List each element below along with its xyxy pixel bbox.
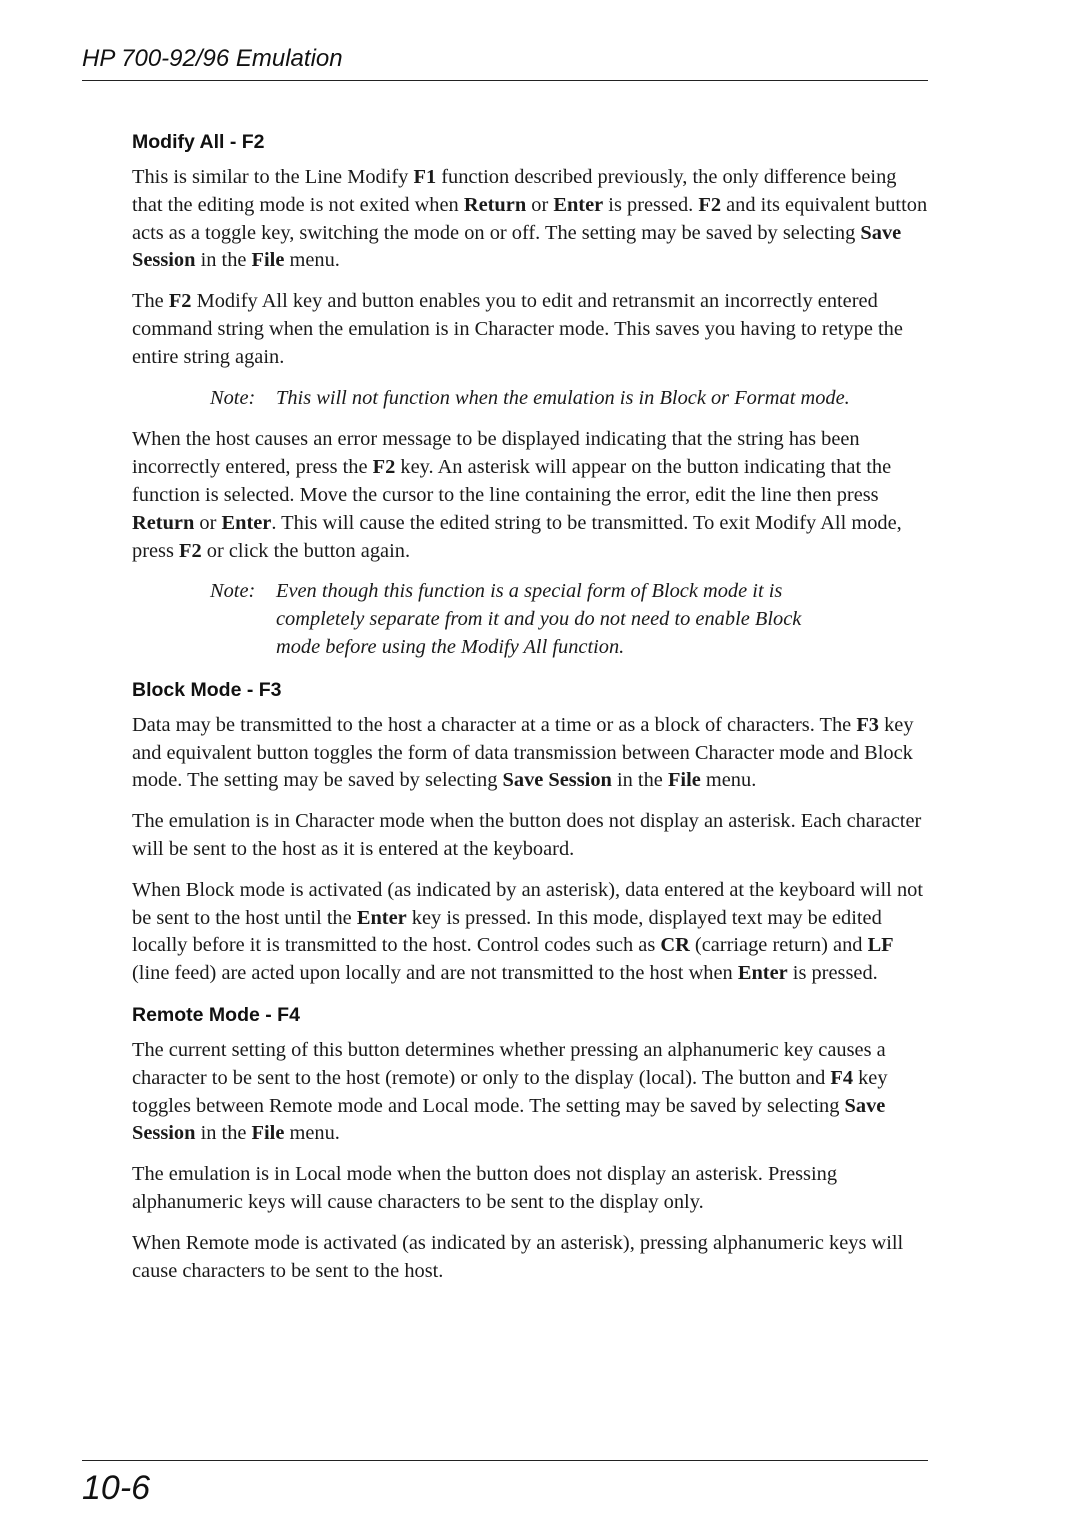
paragraph-modify-all-1: This is similar to the Line Modify F1 function described previously, the only difference being that the editing mode is not exited when Return or Enter is pressed. F2 and its equivalent button acts as a toggle key, switching the mode on or off. The setting may be saved by selecting Save Session in the File menu. — [132, 166, 928, 272]
paragraph-block-mode-3: When Block mode is activated (as indicated by an asterisk), data entered at the keyboard will not be sent to the host until the Enter key is pressed. In this mode, displayed text may be edited locally before it is transmitted to the host. Control codes such as CR (carriage return) and LF (line feed) are acted upon locally and are not transmitted to the host when Enter is pressed. — [132, 878, 923, 985]
note-text: Even though this function is a special form of Block mode it is completely separate from it and you do not need to enable Block mode before using the Modify All function. — [276, 580, 802, 658]
note-modify-all-1 — [210, 385, 850, 413]
note-label: Note: — [210, 580, 256, 603]
footer-rule — [82, 1460, 928, 1461]
paragraph-block-mode-2: The emulation is in Character mode when the button does not display an asterisk. Each character will be sent to the host as it is entered at the keyboard. — [132, 810, 922, 860]
page-number: 10-6 — [82, 1469, 151, 1507]
paragraph-remote-mode-3: When Remote mode is activated (as indicated by an asterisk), pressing alphanumeric keys will cause characters to be sent to the host. — [132, 1231, 904, 1282]
paragraph-remote-mode-1: The current setting of this button determines whether pressing an alphanumeric key causes a character to be sent to the host (remote) or only to the display (local). The button and F4 key toggles between Remote mode and Local mode. The setting may be saved by selecting Save Session in the File menu. — [132, 1038, 888, 1145]
note-modify-all-2 — [210, 578, 850, 661]
paragraph-remote-mode-2: The emulation is in Local mode when the button does not display an asterisk. Pressing alphanumeric keys will cause characters to be sent to the display only. — [132, 1163, 838, 1213]
section-heading-modify-all: Modify All - F2 — [132, 131, 265, 153]
running-header-title: HP 700-92/96 Emulation — [82, 45, 343, 72]
paragraph-block-mode-1: Data may be transmitted to the host a character at a time or as a block of characters. The F3 key and equivalent button toggles the form of data transmission between Character mode and Block mode. The setting may be saved by selecting Save Session in the File menu. — [132, 713, 914, 792]
header-rule — [82, 80, 928, 81]
paragraph-modify-all-2: The F2 Modify All key and button enables you to edit and retransmit an incorrectly entered command string when the emulation is in Character mode. This saves you having to retype the entire string again. — [132, 290, 903, 368]
section-heading-remote-mode: Remote Mode - F4 — [132, 1003, 300, 1026]
section-heading-block-mode: Block Mode - F3 — [132, 678, 282, 701]
paragraph-modify-all-3: When the host causes an error message to be displayed indicating that the string has been incorrectly entered, press the F2 key. An asterisk will appear on the button indicating that the function is selected. Move the cursor to the line containing the error, edit the line then press Return or Enter. This will cause the edited string to be transmitted. To exit Modify All mode, press F2 or click the button again. — [132, 428, 902, 562]
note-text: This will not function when the emulation is in Block or Format mode. — [276, 386, 850, 409]
page-body — [132, 128, 932, 1298]
note-label: Note: — [210, 386, 256, 409]
